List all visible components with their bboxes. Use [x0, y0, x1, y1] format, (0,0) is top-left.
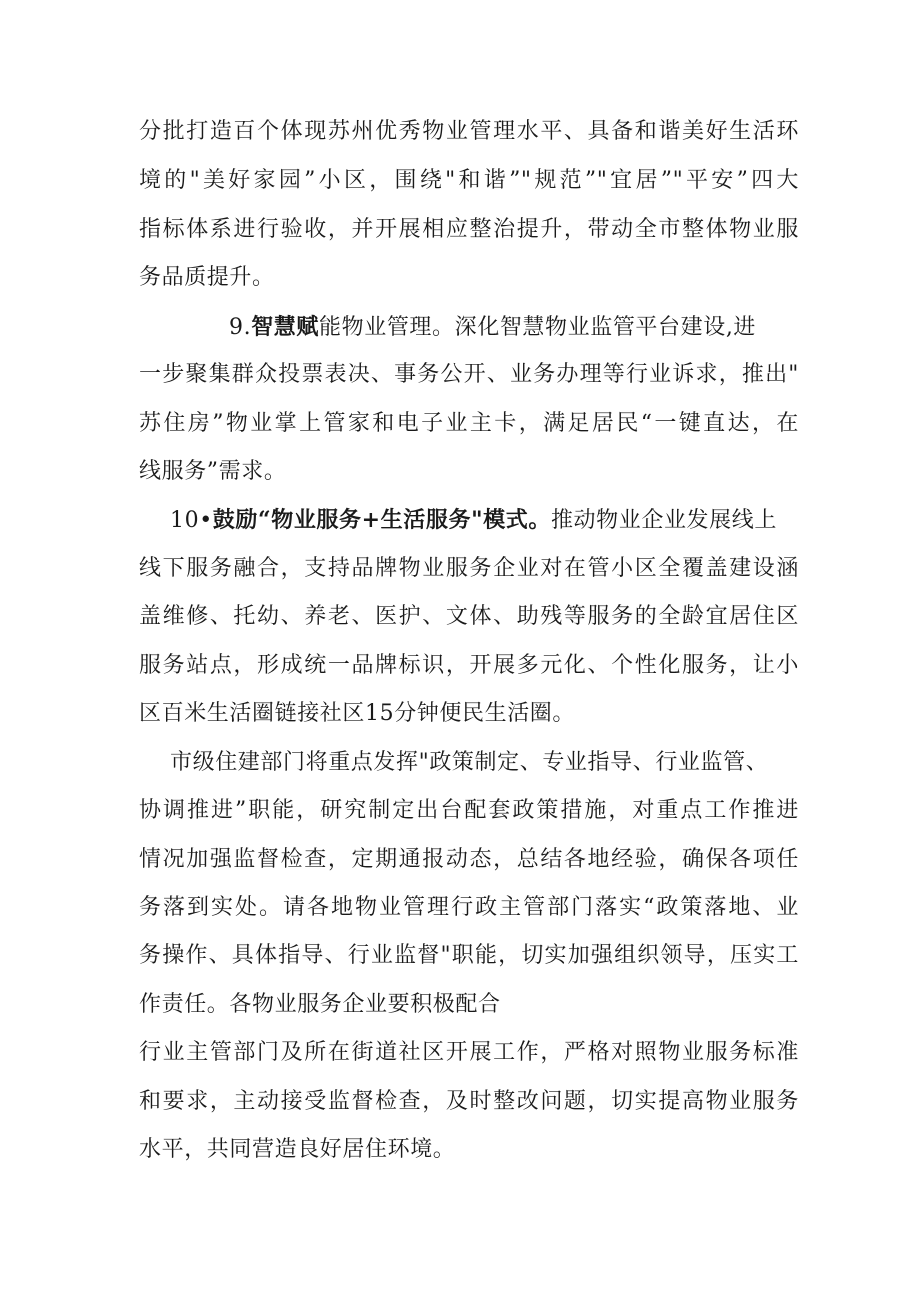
item-number: 9. [229, 315, 252, 340]
paragraph-line: 情况加强监督检查，定期通报动态，总结各地经验，确保各项任 [139, 847, 799, 872]
paragraph-line: 协调推进”职能，研究制定出台配套政策措施，对重点工作推进 [139, 798, 799, 823]
paragraph-line: 务落到实处。请各地物业管理行政主管部门落实“政策落地、业 [139, 895, 799, 920]
paragraph-line: 境的"美好家园”小区，围绕"和谐”"规范”"宜居”"平安”四大 [139, 168, 799, 193]
paragraph-line: 务操作、具体指导、行业监督"职能，切实加强组织领导，压实工 [139, 943, 799, 968]
paragraph-line: 线下服务融合，支持品牌物业服务企业对在管小区全覆盖建设涵 [139, 556, 799, 581]
paragraph-line: 盖维修、托幼、养老、医护、文体、助残等服务的全龄宜居住区 [139, 604, 799, 629]
paragraph-line: 行业主管部门及所在街道社区开展工作，严格对照物业服务标准 [139, 1040, 799, 1065]
paragraph-line: 指标体系进行验收，并开展相应整治提升，带动全市整体物业服 [139, 217, 799, 242]
paragraph-line: 一步聚集群众投票表决、事务公开、业务办理等行业诉求，推出" [139, 362, 799, 387]
paragraph-line: 市级住建部门将重点发挥"政策制定、专业指导、行业监管、 [170, 750, 769, 775]
paragraph-line: 服务站点，形成统一品牌标识，开展多元化、个性化服务，让小 [139, 653, 799, 678]
item-title-bold: 智慧赋 [251, 314, 320, 340]
item-text: 推动物业企业发展线上 [550, 508, 777, 533]
item-10-heading-line [170, 502, 799, 538]
paragraph-line: 和要求，主动接受监督检查，及时整改问题，切实提高物业服务 [139, 1089, 799, 1114]
paragraph-line: 线服务”需求。 [139, 459, 287, 484]
paragraph-line: 分批打造百个体现苏州优秀物业管理水平、具备和谐美好生活环 [139, 119, 799, 144]
paragraph-line: 苏住房”物业掌上管家和电子业主卡，满足居民“一键直达，在 [139, 411, 799, 436]
paragraph-line: 作责任。各物业服务企业要积极配合 [139, 992, 501, 1017]
paragraph-line: 务品质提升。 [139, 265, 275, 290]
item-title-bold: 鼓励“物业服务+生活服务"模式。 [212, 507, 551, 533]
item-9-heading-line [229, 309, 799, 345]
item-number: 10• [170, 508, 213, 533]
paragraph-line: 水平，共同营造良好居住环境。 [139, 1137, 456, 1162]
item-text: 能物业管理。深化智慧物业监管平台建设,进 [319, 315, 757, 340]
paragraph-line: 区百米生活圈链接社区15分钟便民生活圈。 [139, 701, 575, 726]
